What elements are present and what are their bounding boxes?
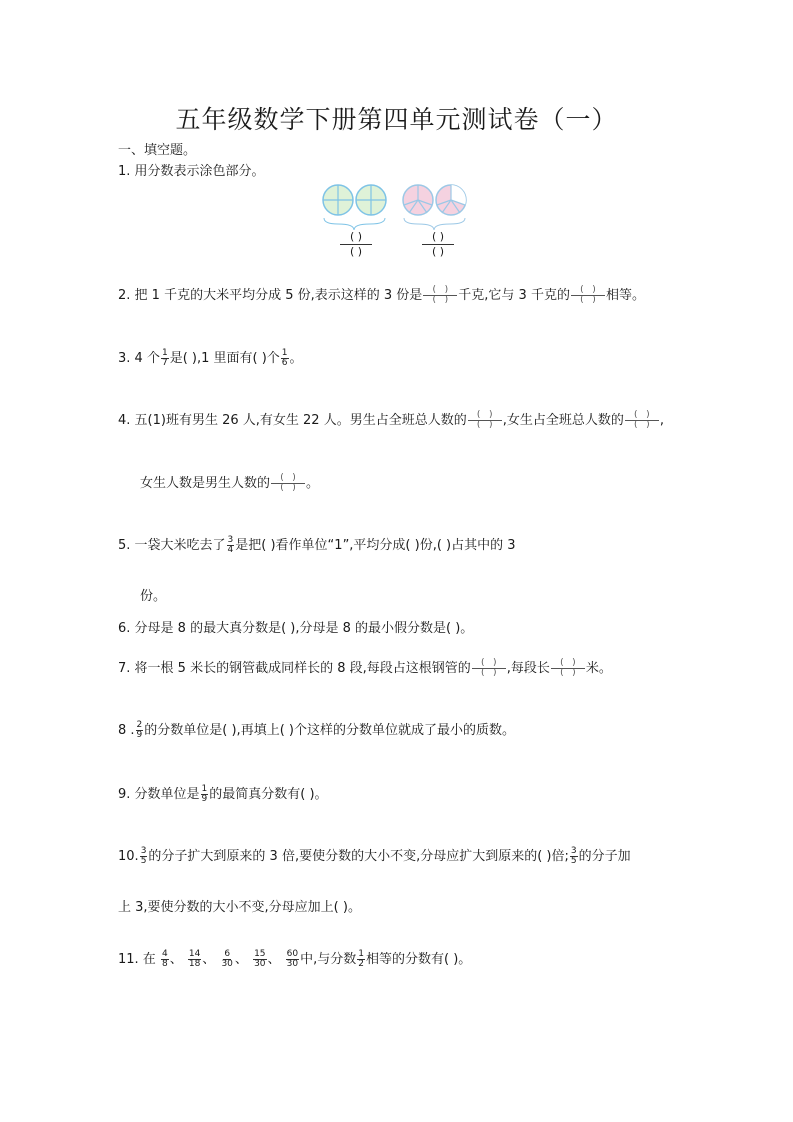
fraction: $\frac{60}{30}$ [286, 949, 299, 969]
fraction: $\frac{2}{9}$ [136, 720, 143, 740]
answer-fraction-b[interactable]: ( ) ( ) [418, 230, 458, 259]
question-4-cont: 女生人数是男生人数的 $\frac{( )}{( )}$ 。 [140, 473, 320, 493]
question-2: 2. 把 1 千克的大米平均分成 5 份,表示这样的 3 份是 $\frac{( )}{( )}$ 千克,它与 3 千克的 $\frac{( )}{( )}$ 相等。 [118, 285, 645, 305]
circle-group-a [323, 185, 386, 230]
question-5: 5. 一袋大米吃去了 $\frac{3}{4}$ 是把( )看作单位“1”,平均分成( )份,( )占其中的 3 [118, 535, 516, 555]
question-4: 4. 五(1)班有男生 26 人,有女生 22 人。男生占全班总人数的 $\frac{( )}{( )}$ ,女生占全班总人数的 $\frac{( )}{( )}$ , [118, 410, 664, 430]
fraction: $\frac{1}{6}$ [281, 348, 288, 368]
question-7: 7. 将一根 5 米长的钢管截成同样长的 8 段,每段占这根钢管的 $\frac{( )}{( )}$ ,每段长 $\frac{( )}{( )}$ 米。 [118, 658, 612, 678]
fraction: $\frac{15}{30}$ [254, 949, 266, 969]
question-8: 8 . $\frac{2}{9}$ 的分数单位是( ),再填上( )个这样的分数单位就成了最小的质数。 [118, 720, 515, 740]
question-10-cont: 上 3,要使分数的大小不变,分母应加上( )。 [118, 900, 361, 915]
fraction: $\frac{1}{2}$ [358, 949, 364, 969]
blank-fraction[interactable]: $\frac{( )}{( )}$ [571, 286, 605, 305]
question-6: 6. 分母是 8 的最大真分数是( ),分母是 8 的最小假分数是( )。 [118, 621, 474, 636]
question-1: 1. 用分数表示涂色部分。 [118, 164, 265, 179]
fraction: $\frac{6}{30}$ [221, 949, 233, 969]
section-heading: 一、填空题。 [118, 143, 197, 158]
fraction: $\frac{4}{8}$ [161, 949, 168, 969]
blank-fraction[interactable]: $\frac{( )}{( )}$ [551, 659, 585, 678]
blank-fraction[interactable]: $\frac{( )}{( )}$ [423, 286, 457, 305]
fraction: $\frac{3}{4}$ [227, 535, 234, 555]
blank-fraction[interactable]: $\frac{( )}{( )}$ [625, 411, 659, 430]
fraction: $\frac{1}{9}$ [201, 784, 208, 804]
blank-fraction[interactable]: $\frac{( )}{( )}$ [472, 659, 506, 678]
question-5-cont: 份。 [140, 589, 167, 604]
question-3: 3. 4 个 $\frac{1}{7}$ 是( ),1 里面有( )个 $\frac{1}{6}$ 。 [118, 348, 303, 368]
fraction: $\frac{3}{5}$ [140, 846, 147, 866]
circle-group-b [403, 185, 466, 230]
fraction: $\frac{1}{7}$ [161, 348, 168, 368]
question-11: 11. 在 $\frac{4}{8}$ 、 $\frac{14}{18}$ 、 $\frac{6}{30}$ 、 $\frac{15}{30}$ 、 $\frac{60}{30}$ 中,与分数 $\frac{1}{2}$ 相等的分数有( )。 [118, 949, 472, 969]
blank-fraction[interactable]: $\frac{( )}{( )}$ [271, 474, 305, 493]
fraction: $\frac{14}{18}$ [188, 949, 201, 969]
answer-fraction-a[interactable]: ( ) ( ) [336, 230, 376, 259]
question-10: 10. $\frac{3}{5}$ 的分子扩大到原来的 3 倍,要使分数的大小不变,分母应扩大到原来的( )倍; $\frac{3}{5}$ 的分子加 [118, 846, 631, 866]
page-title: 五年级数学下册第四单元测试卷（一） [175, 105, 618, 134]
question-9: 9. 分数单位是 $\frac{1}{9}$ 的最简真分数有( )。 [118, 784, 328, 804]
blank-fraction[interactable]: $\frac{( )}{( )}$ [468, 411, 502, 430]
fraction: $\frac{3}{5}$ [570, 846, 577, 866]
